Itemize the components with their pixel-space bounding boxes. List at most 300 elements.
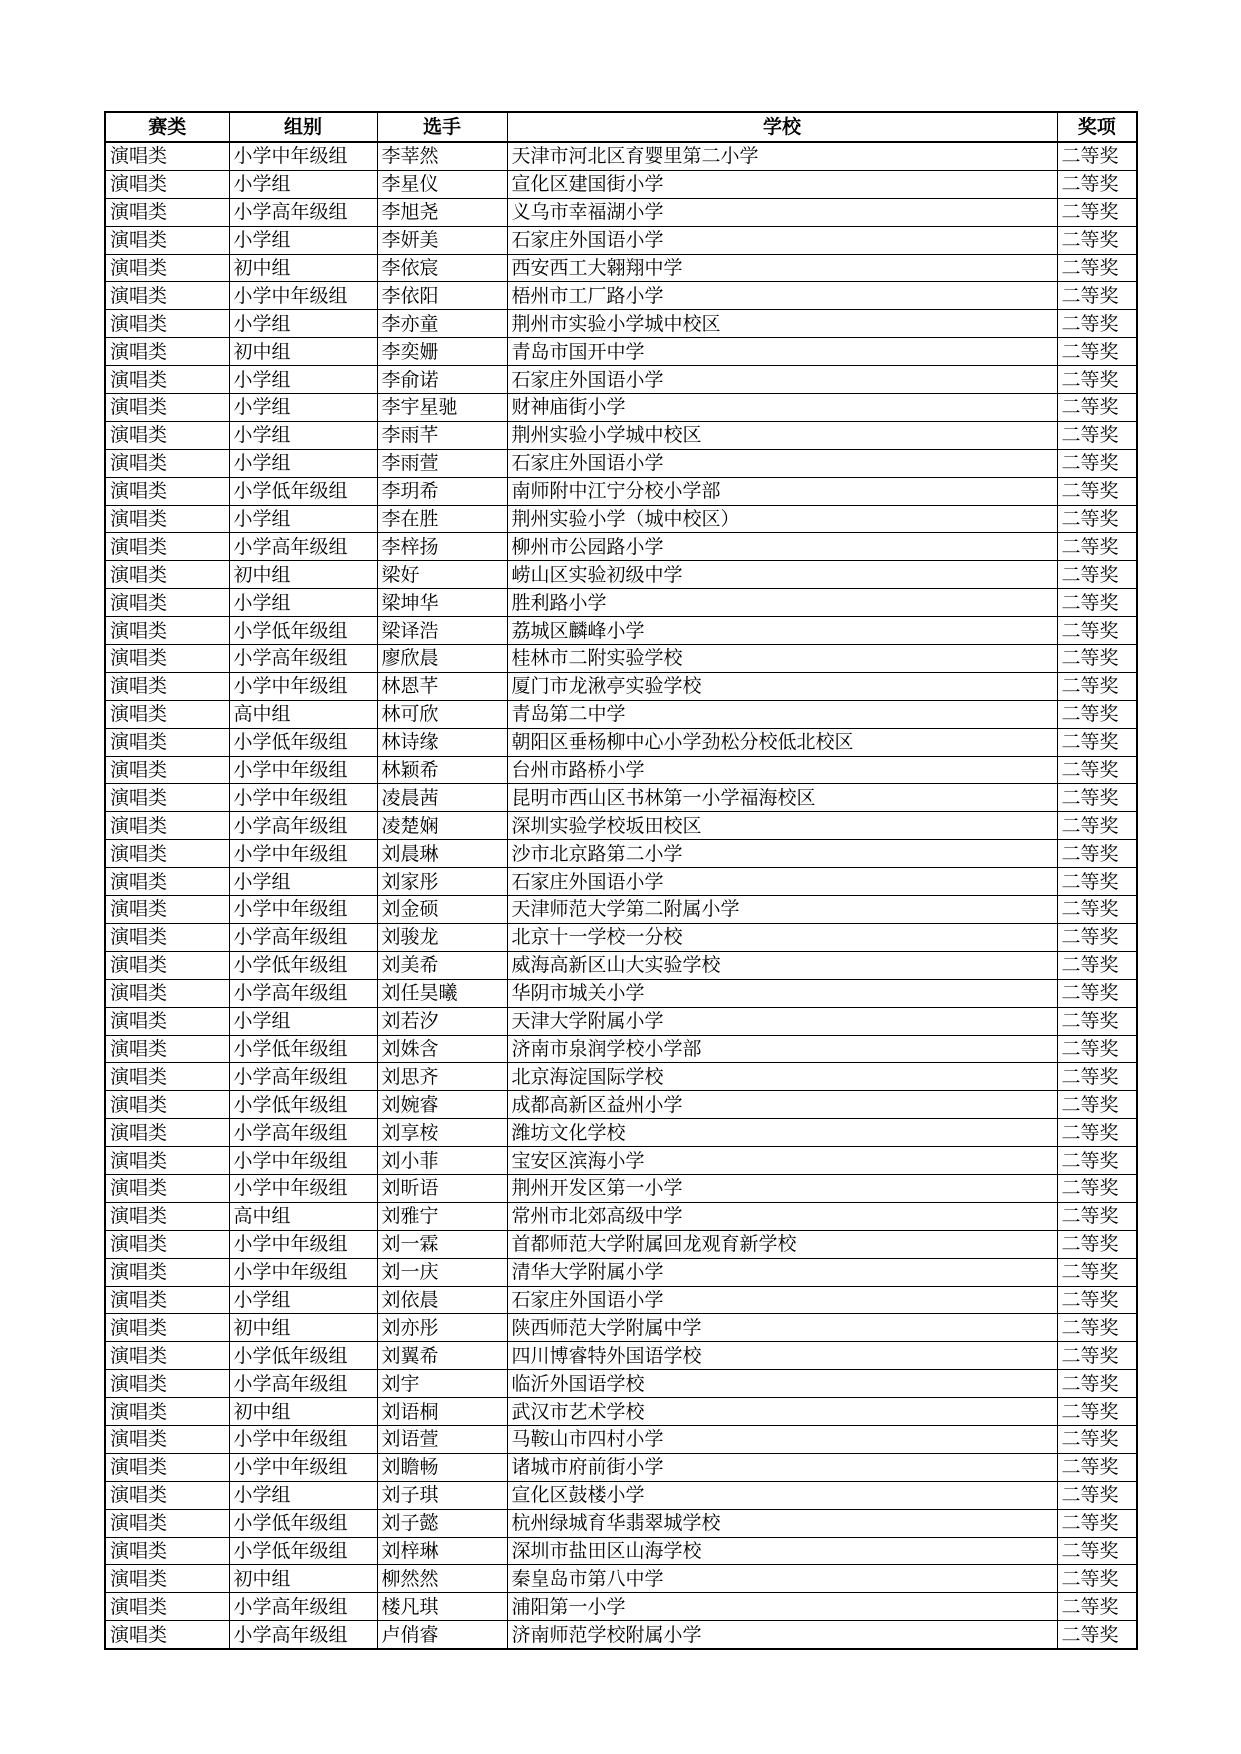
cell-contestant: 刘婉睿: [377, 1091, 507, 1119]
cell-category: 演唱类: [105, 449, 229, 477]
cell-group: 小学中年级组: [229, 1230, 377, 1258]
cell-school: 荆州市实验小学城中校区: [507, 310, 1057, 338]
cell-group: 小学组: [229, 310, 377, 338]
table-row: [105, 1537, 1137, 1565]
cell-group: 小学高年级组: [229, 1593, 377, 1621]
cell-category: 演唱类: [105, 1481, 229, 1509]
table-row: [105, 617, 1137, 645]
table-row: [105, 1119, 1137, 1147]
table-row: [105, 1509, 1137, 1537]
cell-category: 演唱类: [105, 1342, 229, 1370]
cell-contestant: 刘依晨: [377, 1286, 507, 1314]
cell-contestant: 李星仪: [377, 170, 507, 198]
cell-group: 小学中年级组: [229, 142, 377, 170]
cell-school: 天津市河北区育婴里第二小学: [507, 142, 1057, 170]
cell-group: 小学低年级组: [229, 1035, 377, 1063]
cell-category: 演唱类: [105, 1370, 229, 1398]
table-row: [105, 1091, 1137, 1119]
cell-school: 宝安区滨海小学: [507, 1147, 1057, 1175]
cell-contestant: 刘若汐: [377, 1007, 507, 1035]
cell-award: 二等奖: [1057, 1537, 1137, 1565]
table-row: [105, 979, 1137, 1007]
cell-school: 深圳市盐田区山海学校: [507, 1537, 1057, 1565]
cell-school: 厦门市龙湫亭实验学校: [507, 672, 1057, 700]
cell-group: 小学高年级组: [229, 979, 377, 1007]
cell-award: 二等奖: [1057, 1565, 1137, 1593]
cell-award: 二等奖: [1057, 1174, 1137, 1202]
cell-school: 成都高新区益州小学: [507, 1091, 1057, 1119]
cell-group: 小学中年级组: [229, 784, 377, 812]
table-row: [105, 505, 1137, 533]
cell-category: 演唱类: [105, 1398, 229, 1426]
cell-school: 台州市路桥小学: [507, 756, 1057, 784]
cell-group: 小学组: [229, 394, 377, 422]
cell-category: 演唱类: [105, 700, 229, 728]
cell-school: 杭州绿城育华翡翠城学校: [507, 1509, 1057, 1537]
cell-contestant: 刘昕语: [377, 1174, 507, 1202]
cell-school: 华阴市城关小学: [507, 979, 1057, 1007]
cell-group: 小学低年级组: [229, 1537, 377, 1565]
cell-school: 荔城区麟峰小学: [507, 617, 1057, 645]
cell-contestant: 李俞诺: [377, 366, 507, 394]
cell-school: 济南市泉润学校小学部: [507, 1035, 1057, 1063]
cell-group: 小学组: [229, 589, 377, 617]
cell-school: 秦皇岛市第八中学: [507, 1565, 1057, 1593]
cell-group: 初中组: [229, 1314, 377, 1342]
table-row: [105, 561, 1137, 589]
cell-school: 深圳实验学校坂田校区: [507, 812, 1057, 840]
cell-category: 演唱类: [105, 951, 229, 979]
cell-award: 二等奖: [1057, 1370, 1137, 1398]
cell-group: 初中组: [229, 1565, 377, 1593]
cell-group: 小学中年级组: [229, 896, 377, 924]
cell-award: 二等奖: [1057, 366, 1137, 394]
cell-award: 二等奖: [1057, 226, 1137, 254]
cell-contestant: 刘翼希: [377, 1342, 507, 1370]
cell-award: 二等奖: [1057, 1035, 1137, 1063]
cell-award: 二等奖: [1057, 282, 1137, 310]
cell-contestant: 卢俏睿: [377, 1621, 507, 1649]
cell-category: 演唱类: [105, 170, 229, 198]
table-row: [105, 728, 1137, 756]
table-row: [105, 282, 1137, 310]
cell-school: 青岛市国开中学: [507, 338, 1057, 366]
cell-category: 演唱类: [105, 310, 229, 338]
cell-category: 演唱类: [105, 1063, 229, 1091]
cell-school: 财神庙街小学: [507, 394, 1057, 422]
cell-group: 小学高年级组: [229, 1621, 377, 1649]
cell-contestant: 柳然然: [377, 1565, 507, 1593]
table-row: [105, 951, 1137, 979]
header-category: 赛类: [105, 112, 229, 142]
header-group: 组别: [229, 112, 377, 142]
table-row: [105, 700, 1137, 728]
cell-category: 演唱类: [105, 1425, 229, 1453]
table-body: [105, 142, 1137, 1649]
award-table: [104, 111, 1138, 1650]
cell-category: 演唱类: [105, 282, 229, 310]
cell-category: 演唱类: [105, 1035, 229, 1063]
cell-group: 小学组: [229, 868, 377, 896]
cell-contestant: 梁坤华: [377, 589, 507, 617]
cell-group: 小学高年级组: [229, 533, 377, 561]
cell-group: 小学低年级组: [229, 477, 377, 505]
cell-school: 陕西师范大学附属中学: [507, 1314, 1057, 1342]
cell-group: 小学低年级组: [229, 1091, 377, 1119]
table-row: [105, 784, 1137, 812]
cell-school: 西安西工大翱翔中学: [507, 254, 1057, 282]
cell-school: 诸城市府前街小学: [507, 1453, 1057, 1481]
cell-group: 小学高年级组: [229, 1119, 377, 1147]
cell-contestant: 刘思齐: [377, 1063, 507, 1091]
cell-contestant: 刘小菲: [377, 1147, 507, 1175]
cell-category: 演唱类: [105, 505, 229, 533]
cell-award: 二等奖: [1057, 1425, 1137, 1453]
cell-contestant: 刘任昊曦: [377, 979, 507, 1007]
table-row: [105, 1035, 1137, 1063]
cell-category: 演唱类: [105, 896, 229, 924]
cell-contestant: 李玥希: [377, 477, 507, 505]
cell-award: 二等奖: [1057, 561, 1137, 589]
cell-category: 演唱类: [105, 561, 229, 589]
cell-category: 演唱类: [105, 1119, 229, 1147]
cell-school: 首都师范大学附属回龙观育新学校: [507, 1230, 1057, 1258]
cell-category: 演唱类: [105, 1258, 229, 1286]
cell-school: 威海高新区山大实验学校: [507, 951, 1057, 979]
cell-award: 二等奖: [1057, 979, 1137, 1007]
cell-contestant: 刘一庆: [377, 1258, 507, 1286]
cell-category: 演唱类: [105, 394, 229, 422]
header-row: [105, 112, 1137, 142]
table-row: [105, 254, 1137, 282]
cell-award: 二等奖: [1057, 1509, 1137, 1537]
cell-school: 北京十一学校一分校: [507, 923, 1057, 951]
cell-contestant: 刘美希: [377, 951, 507, 979]
cell-group: 小学组: [229, 1007, 377, 1035]
table-row: [105, 1621, 1137, 1649]
table-row: [105, 589, 1137, 617]
cell-group: 小学组: [229, 1481, 377, 1509]
table-row: [105, 477, 1137, 505]
table-row: [105, 1202, 1137, 1230]
cell-category: 演唱类: [105, 142, 229, 170]
cell-group: 小学组: [229, 449, 377, 477]
cell-award: 二等奖: [1057, 1230, 1137, 1258]
table-row: [105, 1398, 1137, 1426]
cell-category: 演唱类: [105, 254, 229, 282]
table-row: [105, 226, 1137, 254]
cell-category: 演唱类: [105, 1314, 229, 1342]
cell-school: 四川博睿特外国语学校: [507, 1342, 1057, 1370]
cell-group: 小学组: [229, 1286, 377, 1314]
cell-category: 演唱类: [105, 421, 229, 449]
table-row: [105, 1481, 1137, 1509]
cell-category: 演唱类: [105, 589, 229, 617]
cell-category: 演唱类: [105, 868, 229, 896]
cell-group: 小学高年级组: [229, 198, 377, 226]
cell-group: 小学中年级组: [229, 672, 377, 700]
table-row: [105, 394, 1137, 422]
cell-contestant: 梁译浩: [377, 617, 507, 645]
table-row: [105, 142, 1137, 170]
table-header: [105, 112, 1137, 142]
cell-group: 小学组: [229, 421, 377, 449]
cell-contestant: 李妍美: [377, 226, 507, 254]
cell-category: 演唱类: [105, 728, 229, 756]
cell-school: 梧州市工厂路小学: [507, 282, 1057, 310]
cell-group: 初中组: [229, 254, 377, 282]
cell-school: 天津大学附属小学: [507, 1007, 1057, 1035]
cell-contestant: 李旭尧: [377, 198, 507, 226]
table-row: [105, 1147, 1137, 1175]
cell-category: 演唱类: [105, 1593, 229, 1621]
table-row: [105, 1174, 1137, 1202]
cell-group: 小学组: [229, 226, 377, 254]
cell-contestant: 李依阳: [377, 282, 507, 310]
cell-award: 二等奖: [1057, 1091, 1137, 1119]
cell-contestant: 刘宇: [377, 1370, 507, 1398]
cell-award: 二等奖: [1057, 923, 1137, 951]
cell-award: 二等奖: [1057, 868, 1137, 896]
table-row: [105, 533, 1137, 561]
cell-group: 高中组: [229, 1202, 377, 1230]
cell-group: 小学中年级组: [229, 840, 377, 868]
cell-group: 小学中年级组: [229, 1147, 377, 1175]
cell-category: 演唱类: [105, 617, 229, 645]
cell-group: 初中组: [229, 338, 377, 366]
cell-group: 小学组: [229, 505, 377, 533]
cell-award: 二等奖: [1057, 1621, 1137, 1649]
cell-award: 二等奖: [1057, 589, 1137, 617]
cell-contestant: 刘姝含: [377, 1035, 507, 1063]
table-row: [105, 421, 1137, 449]
cell-school: 昆明市西山区书林第一小学福海校区: [507, 784, 1057, 812]
cell-category: 演唱类: [105, 756, 229, 784]
cell-school: 崂山区实验初级中学: [507, 561, 1057, 589]
cell-category: 演唱类: [105, 812, 229, 840]
cell-contestant: 林诗缘: [377, 728, 507, 756]
cell-group: 初中组: [229, 1398, 377, 1426]
cell-contestant: 刘语桐: [377, 1398, 507, 1426]
cell-award: 二等奖: [1057, 198, 1137, 226]
cell-contestant: 刘一霖: [377, 1230, 507, 1258]
header-contestant: 选手: [377, 112, 507, 142]
cell-school: 南师附中江宁分校小学部: [507, 477, 1057, 505]
cell-school: 朝阳区垂杨柳中心小学劲松分校低北校区: [507, 728, 1057, 756]
cell-category: 演唱类: [105, 366, 229, 394]
cell-contestant: 林恩芊: [377, 672, 507, 700]
cell-award: 二等奖: [1057, 170, 1137, 198]
cell-award: 二等奖: [1057, 254, 1137, 282]
cell-category: 演唱类: [105, 672, 229, 700]
cell-award: 二等奖: [1057, 1063, 1137, 1091]
table-row: [105, 1007, 1137, 1035]
cell-award: 二等奖: [1057, 449, 1137, 477]
cell-group: 小学低年级组: [229, 728, 377, 756]
cell-contestant: 李奕姗: [377, 338, 507, 366]
table-row: [105, 1342, 1137, 1370]
table-row: [105, 1286, 1137, 1314]
cell-group: 小学高年级组: [229, 923, 377, 951]
cell-award: 二等奖: [1057, 1481, 1137, 1509]
cell-contestant: 李依宸: [377, 254, 507, 282]
cell-school: 宣化区建国街小学: [507, 170, 1057, 198]
cell-school: 胜利路小学: [507, 589, 1057, 617]
cell-award: 二等奖: [1057, 533, 1137, 561]
cell-contestant: 刘亦彤: [377, 1314, 507, 1342]
cell-contestant: 凌晨茜: [377, 784, 507, 812]
cell-category: 演唱类: [105, 1453, 229, 1481]
cell-school: 石家庄外国语小学: [507, 868, 1057, 896]
table-row: [105, 868, 1137, 896]
cell-contestant: 刘瞻畅: [377, 1453, 507, 1481]
table-row: [105, 645, 1137, 673]
cell-contestant: 刘梓琳: [377, 1537, 507, 1565]
cell-award: 二等奖: [1057, 951, 1137, 979]
header-school: 学校: [507, 112, 1057, 142]
cell-school: 常州市北郊高级中学: [507, 1202, 1057, 1230]
cell-category: 演唱类: [105, 1286, 229, 1314]
cell-award: 二等奖: [1057, 1258, 1137, 1286]
cell-group: 小学中年级组: [229, 1425, 377, 1453]
cell-category: 演唱类: [105, 1621, 229, 1649]
cell-award: 二等奖: [1057, 672, 1137, 700]
table-row: [105, 1063, 1137, 1091]
cell-contestant: 刘子琪: [377, 1481, 507, 1509]
cell-award: 二等奖: [1057, 1119, 1137, 1147]
cell-category: 演唱类: [105, 1230, 229, 1258]
cell-award: 二等奖: [1057, 700, 1137, 728]
cell-contestant: 刘晨琳: [377, 840, 507, 868]
cell-contestant: 刘子懿: [377, 1509, 507, 1537]
cell-group: 小学组: [229, 366, 377, 394]
table-row: [105, 896, 1137, 924]
cell-group: 小学高年级组: [229, 645, 377, 673]
table-row: [105, 449, 1137, 477]
cell-contestant: 刘雅宁: [377, 1202, 507, 1230]
cell-contestant: 廖欣晨: [377, 645, 507, 673]
cell-award: 二等奖: [1057, 1202, 1137, 1230]
table-row: [105, 366, 1137, 394]
cell-category: 演唱类: [105, 1007, 229, 1035]
cell-award: 二等奖: [1057, 840, 1137, 868]
cell-school: 临沂外国语学校: [507, 1370, 1057, 1398]
cell-school: 马鞍山市四村小学: [507, 1425, 1057, 1453]
cell-school: 石家庄外国语小学: [507, 226, 1057, 254]
cell-group: 小学中年级组: [229, 1258, 377, 1286]
cell-category: 演唱类: [105, 533, 229, 561]
header-award: 奖项: [1057, 112, 1137, 142]
cell-award: 二等奖: [1057, 812, 1137, 840]
cell-award: 二等奖: [1057, 394, 1137, 422]
cell-category: 演唱类: [105, 338, 229, 366]
cell-category: 演唱类: [105, 226, 229, 254]
cell-school: 石家庄外国语小学: [507, 366, 1057, 394]
cell-award: 二等奖: [1057, 896, 1137, 924]
cell-award: 二等奖: [1057, 142, 1137, 170]
cell-contestant: 林可欣: [377, 700, 507, 728]
cell-category: 演唱类: [105, 979, 229, 1007]
cell-school: 荆州开发区第一小学: [507, 1174, 1057, 1202]
table-row: [105, 672, 1137, 700]
cell-group: 小学高年级组: [229, 1063, 377, 1091]
cell-school: 济南师范学校附属小学: [507, 1621, 1057, 1649]
award-table-container: [104, 111, 1138, 1650]
cell-award: 二等奖: [1057, 617, 1137, 645]
cell-award: 二等奖: [1057, 1286, 1137, 1314]
cell-category: 演唱类: [105, 1509, 229, 1537]
cell-category: 演唱类: [105, 840, 229, 868]
cell-school: 武汉市艺术学校: [507, 1398, 1057, 1426]
table-row: [105, 1314, 1137, 1342]
cell-award: 二等奖: [1057, 1007, 1137, 1035]
cell-category: 演唱类: [105, 1091, 229, 1119]
cell-award: 二等奖: [1057, 1593, 1137, 1621]
cell-group: 小学中年级组: [229, 1174, 377, 1202]
table-row: [105, 840, 1137, 868]
cell-group: 小学组: [229, 170, 377, 198]
cell-contestant: 刘享桉: [377, 1119, 507, 1147]
cell-school: 青岛第二中学: [507, 700, 1057, 728]
cell-category: 演唱类: [105, 923, 229, 951]
cell-category: 演唱类: [105, 784, 229, 812]
cell-category: 演唱类: [105, 1202, 229, 1230]
cell-school: 荆州实验小学（城中校区）: [507, 505, 1057, 533]
cell-award: 二等奖: [1057, 421, 1137, 449]
cell-contestant: 李雨芊: [377, 421, 507, 449]
cell-school: 潍坊文化学校: [507, 1119, 1057, 1147]
cell-award: 二等奖: [1057, 1147, 1137, 1175]
cell-award: 二等奖: [1057, 477, 1137, 505]
table-row: [105, 756, 1137, 784]
cell-award: 二等奖: [1057, 1398, 1137, 1426]
table-row: [105, 812, 1137, 840]
cell-group: 初中组: [229, 561, 377, 589]
cell-school: 桂林市二附实验学校: [507, 645, 1057, 673]
table-row: [105, 1565, 1137, 1593]
cell-category: 演唱类: [105, 1174, 229, 1202]
cell-award: 二等奖: [1057, 784, 1137, 812]
table-row: [105, 1453, 1137, 1481]
table-row: [105, 923, 1137, 951]
cell-contestant: 李莘然: [377, 142, 507, 170]
cell-contestant: 李雨萱: [377, 449, 507, 477]
cell-contestant: 李宇星驰: [377, 394, 507, 422]
cell-award: 二等奖: [1057, 310, 1137, 338]
cell-school: 沙市北京路第二小学: [507, 840, 1057, 868]
cell-group: 小学低年级组: [229, 1509, 377, 1537]
cell-contestant: 刘骏龙: [377, 923, 507, 951]
cell-contestant: 刘语萱: [377, 1425, 507, 1453]
table-row: [105, 1593, 1137, 1621]
cell-category: 演唱类: [105, 477, 229, 505]
cell-award: 二等奖: [1057, 505, 1137, 533]
cell-award: 二等奖: [1057, 1342, 1137, 1370]
cell-group: 小学低年级组: [229, 617, 377, 645]
table-row: [105, 310, 1137, 338]
cell-contestant: 林颖希: [377, 756, 507, 784]
table-row: [105, 170, 1137, 198]
cell-school: 宣化区鼓楼小学: [507, 1481, 1057, 1509]
cell-group: 小学高年级组: [229, 812, 377, 840]
cell-contestant: 李在胜: [377, 505, 507, 533]
cell-school: 北京海淀国际学校: [507, 1063, 1057, 1091]
cell-category: 演唱类: [105, 1565, 229, 1593]
table-row: [105, 1258, 1137, 1286]
cell-group: 小学中年级组: [229, 282, 377, 310]
cell-contestant: 李梓扬: [377, 533, 507, 561]
cell-award: 二等奖: [1057, 338, 1137, 366]
